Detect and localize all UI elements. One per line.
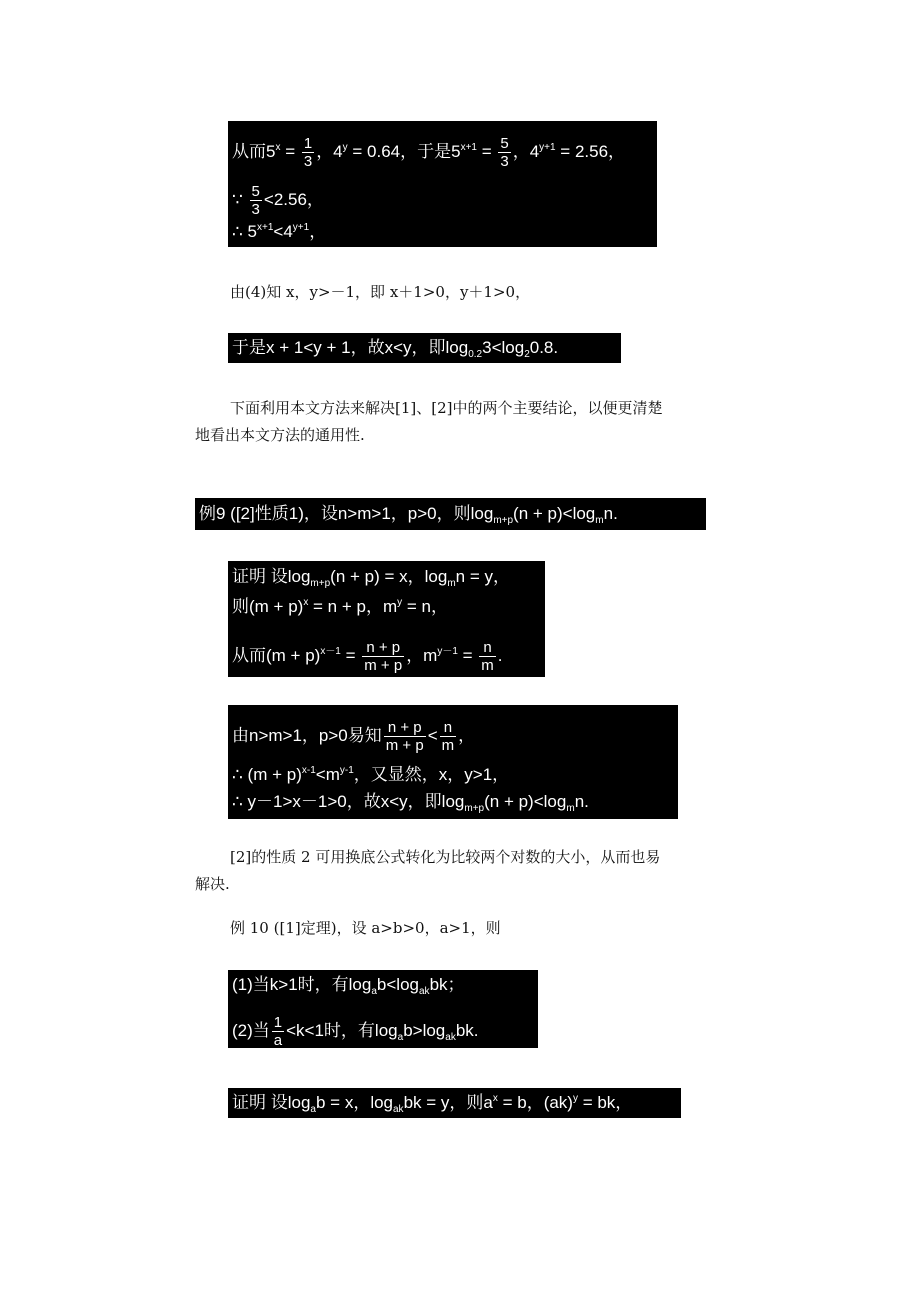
fraction: $\frac{n}{m}$	[481, 639, 494, 674]
proof-block-3	[228, 1088, 681, 1118]
formula-line: ∴ $5^{x+1}<4^{y+1}$，	[232, 222, 327, 241]
formula-line: (2)当 $\frac{1}{a}$ <k<1时，有$\log_ab>\log_{ak}bk$.	[232, 1014, 479, 1049]
theorem-cases-block	[228, 970, 538, 1048]
formula-line: 从而$(m + p)^{x-1}$ = $\frac{n + p}{m + p}$ ，$m^{y-1}$ = $\frac{n}{m}$ .	[232, 639, 503, 674]
fraction: $\frac{1}{a}$	[273, 1014, 283, 1049]
example-9-heading	[195, 498, 706, 530]
formula-line: 于是x + 1<y + 1，故x<y，即$\log_{0.2}3<\log_20.8$.	[232, 338, 559, 360]
formula-block-1	[228, 121, 657, 247]
fraction: $\frac{5}{3}$	[251, 183, 260, 218]
fraction: $\frac{n + p}{m + p}$	[364, 639, 403, 674]
paragraph: 由(4)知 x，y>－1，即 x＋1>0，y＋1>0，	[230, 283, 531, 301]
formula-line: 例9 ([2]性质1)，设n>m>1，p>0，则$\log_{m+p}(n + p)<\log_mn$.	[199, 504, 618, 526]
paragraph: [2]的性质 2 可用换底公式转化为比较两个对数的大小，从而也易	[230, 848, 661, 866]
formula-line: ∴ $(m + p)^{x-1}<m^{y-1}$，又显然，x，y>1，	[232, 765, 510, 784]
formula-line: ∵ $\frac{5}{3}$ <2.56，	[232, 183, 324, 218]
formula-line: 从而$5^x$ = $\frac{1}{3}$ ，$4^y = 0.64$，于是$5^{x+1}$ = $\frac{5}{3}$ ，$4^{y+1} = 2.56$，	[232, 135, 626, 170]
proof-block-2	[228, 705, 678, 819]
formula-line: (1)当k>1时，有$\log_ab<\log_{ak}bk$；	[232, 975, 465, 997]
formula-line: 由n>m>1，p>0易知 $\frac{n + p}{m + p}$ < $\frac{n}{m}$ ，	[232, 719, 476, 754]
proof-block-1	[228, 561, 545, 677]
paragraph: 地看出本文方法的通用性.	[195, 426, 365, 444]
formula-line: 证明 设$\log_ab = x$，$\log_{ak}bk = y$，则$a^x = b$，(ak)$^y$ = bk，	[232, 1093, 633, 1115]
formula-line: 证明 设$\log_{m+p}(n + p) = x$，$\log_mn = y$，	[232, 567, 511, 589]
paragraph: 例 10 ([1]定理)，设 a>b>0，a>1，则	[230, 919, 501, 937]
formula-line: ∴ y－1>x－1>0，故x<y，即$\log_{m+p}(n + p)<\log_mn$.	[232, 792, 589, 814]
fraction: $\frac{1}{3}$	[303, 135, 313, 170]
paragraph: 解决.	[195, 875, 230, 893]
fraction: $\frac{n + p}{m + p}$	[385, 719, 424, 754]
fraction: $\frac{n}{m}$	[441, 719, 455, 754]
fraction: $\frac{5}{3}$	[500, 135, 509, 170]
formula-line: 则$(m + p)^x = n + p$，$m^y = n$，	[232, 597, 448, 616]
paragraph: 下面利用本文方法来解决[1]、[2]中的两个主要结论，以便更清楚	[230, 399, 663, 417]
formula-block-2	[228, 333, 621, 363]
